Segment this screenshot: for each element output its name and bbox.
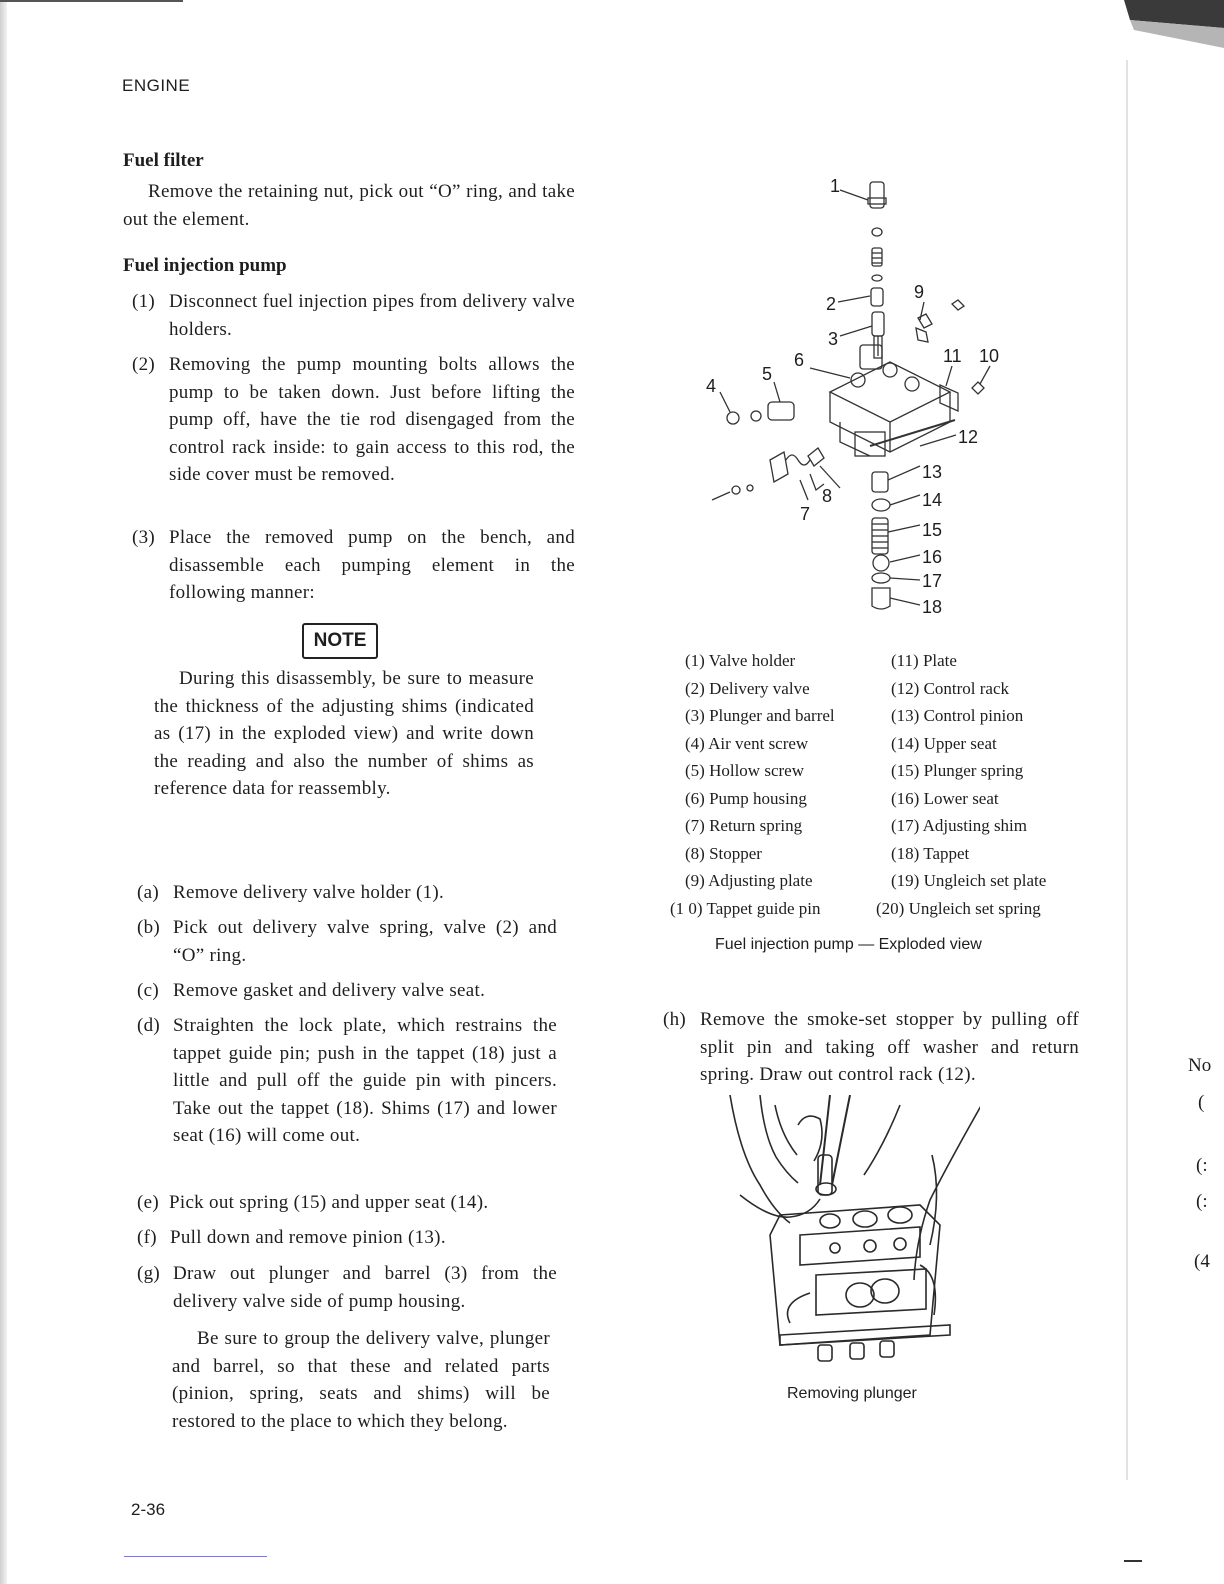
callout-label: 12: [958, 427, 979, 447]
callout-label: 11: [943, 346, 962, 366]
adjusting-shim-part: [872, 573, 890, 583]
substep-text: Pull down and remove pinion (13).: [170, 1227, 446, 1248]
callout-label: 17: [922, 571, 943, 591]
gasket-part: [872, 275, 882, 281]
legend-item: (17) Adjusting shim: [891, 816, 1028, 835]
cutoff-text: (4: [1194, 1251, 1210, 1272]
callout-label: 15: [922, 520, 943, 540]
valve-holder-hex: [868, 198, 886, 204]
legend-item: (15) Plunger spring: [891, 761, 1024, 780]
callout-label: 7: [800, 504, 811, 524]
substep-text: Remove delivery valve holder (1).: [173, 882, 445, 903]
substep-number: (c): [137, 980, 159, 1001]
substep-text: Straighten the lock plate, which restrains the tappet guide pin; push in the tappet (18) just a little and pull off the guide pin with pincers. Take out the tappet (18). Shims (17) and lower seat (16) will come out.: [173, 1015, 557, 1146]
legend-row: [668, 840, 1088, 868]
parts-legend: [668, 647, 1088, 922]
right-hand-outline: [914, 1095, 980, 1280]
legend-item: (20) Ungleich set spring: [876, 898, 1041, 918]
substep-g: [137, 1260, 557, 1315]
substep-b: [137, 914, 557, 969]
pump-step-3: [132, 524, 575, 607]
section-header: ENGINE: [122, 76, 191, 95]
note-label: NOTE: [302, 623, 378, 659]
substep-text: Draw out plunger and barrel (3) from the delivery valve side of pump housing.: [173, 1263, 557, 1312]
substep-number: (g): [137, 1263, 161, 1284]
upper-seat-part: [872, 499, 890, 511]
fuel-filter-body: Remove the retaining nut, pick out “O” ring, and take out the element.: [123, 181, 575, 230]
step-text: Remove the smoke-set stopper by pulling off split pin and taking off washer and return spring. Draw out control rack (12).: [700, 1009, 1079, 1085]
callout-label: 9: [914, 282, 925, 302]
legend-item: (6) Pump housing: [685, 788, 807, 808]
legend-item: (1 0) Tappet guide pin: [670, 898, 821, 918]
legend-item: (9) Adjusting plate: [685, 871, 813, 890]
cutoff-text: (: [1198, 1092, 1205, 1113]
step-text: Place the removed pump on the bench, and disassemble each pumping element in the following manner:: [169, 527, 575, 603]
o-ring-part: [872, 228, 882, 236]
scan-edge-right: [1126, 60, 1128, 1480]
bottom-rule: [124, 1556, 267, 1557]
cutoff-text: No: [1188, 1055, 1212, 1076]
step-text: Removing the pump mounting bolts allows the pump to be taken down. Just before lifting the pump off, have the tie rod disengaged from the control rack inside: to gain access to this rod, the side cover must be removed.: [169, 354, 575, 485]
legend-item: (8) Stopper: [685, 843, 762, 863]
step-number: (1): [132, 291, 156, 312]
callout-label: 6: [794, 350, 805, 370]
valve-seat-part: [872, 312, 884, 336]
legend-row: [668, 647, 1088, 675]
scan-mark: [1124, 1560, 1142, 1562]
control-pinion-part: [872, 472, 888, 492]
fuel-injection-pump-heading: Fuel injection pump: [123, 255, 287, 276]
legend-row: [668, 867, 1088, 895]
left-hand-outline: [730, 1095, 790, 1223]
substep-d: [137, 1012, 557, 1150]
substep-text: Pick out spring (15) and upper seat (14).: [169, 1192, 489, 1213]
stopper-part: [770, 452, 788, 482]
diagram-callouts: [706, 176, 999, 617]
step-number: (2): [132, 354, 156, 375]
callout-label: 16: [922, 547, 943, 567]
legend-item: (18) Tappet: [891, 843, 970, 863]
pump-step-1: [132, 288, 575, 343]
removing-plunger-illustration: [720, 1095, 980, 1370]
cutoff-text: (:: [1196, 1155, 1208, 1176]
legend-item: (1) Valve holder: [685, 651, 796, 670]
photo-caption: Removing plunger: [787, 1385, 917, 1402]
exploded-view-diagram: [690, 170, 1020, 625]
substep-e: [137, 1189, 557, 1217]
legend-item: (11) Plate: [891, 651, 957, 670]
substep-text: Remove gasket and delivery valve seat.: [173, 980, 486, 1001]
group-note: Be sure to group the delivery valve, plunger and barrel, so that these and related parts (pinion, spring, seats and shims) will be restored to the place to which they belong.: [172, 1328, 550, 1432]
substep-number: (a): [137, 882, 159, 903]
legend-item: (5) Hollow screw: [685, 761, 804, 780]
scan-top-line: [0, 0, 183, 2]
air-vent-screw-part: [727, 412, 739, 424]
legend-item: (2) Delivery valve: [685, 678, 810, 698]
legend-item: (3) Plunger and barrel: [685, 706, 835, 725]
legend-item: (13) Control pinion: [891, 706, 1024, 725]
page-number: 2-36: [131, 1500, 166, 1519]
legend-item: (14) Upper seat: [891, 733, 997, 753]
adjusting-plate-part: [918, 314, 932, 328]
step-number: (3): [132, 527, 156, 548]
delivery-valve-part: [871, 288, 883, 306]
hollow-screw-part: [768, 402, 794, 420]
legend-row: [668, 757, 1088, 785]
legend-item: (19) Ungleich set plate: [891, 871, 1047, 890]
pump-housing-top: [830, 362, 950, 422]
legend-row: [668, 675, 1088, 703]
callout-label: 18: [922, 597, 943, 617]
note-body: During this disassembly, be sure to measure the thickness of the adjusting shims (indicated as (17) in the exploded view) and write down the reading and also the number of shims as reference data for reassembly.: [154, 668, 534, 799]
callout-label: 1: [830, 176, 841, 196]
legend-item: (7) Return spring: [685, 816, 803, 835]
exploded-view-caption: Fuel injection pump — Exploded view: [715, 936, 982, 953]
callout-label: 13: [922, 462, 943, 482]
pump-step-2: [132, 351, 575, 489]
substep-a: [137, 879, 557, 907]
scan-edge-left: [0, 0, 7, 1584]
return-spring-part: [786, 455, 810, 465]
substep-number: (d): [137, 1015, 161, 1036]
substep-number: (b): [137, 917, 161, 938]
callout-label: 2: [826, 294, 837, 314]
callout-label: 4: [706, 376, 717, 396]
lower-seat-part: [873, 555, 889, 571]
callout-label: 14: [922, 490, 943, 510]
cutoff-text: (:: [1196, 1191, 1208, 1212]
callout-label: 3: [828, 329, 839, 349]
callout-label: 10: [979, 346, 1000, 366]
callout-label: 5: [762, 364, 773, 384]
legend-row: [668, 895, 1088, 923]
step-h: [663, 1006, 1079, 1089]
legend-item: (12) Control rack: [891, 678, 1010, 698]
substep-number: (e): [137, 1192, 159, 1213]
substep-number: (f): [137, 1227, 157, 1248]
legend-item: (4) Air vent screw: [685, 733, 809, 753]
fuel-filter-heading: Fuel filter: [123, 150, 204, 171]
scan-corner-shadow: [1124, 0, 1224, 48]
callout-label: 8: [822, 486, 833, 506]
legend-row: [668, 785, 1088, 813]
tappet-part: [872, 588, 890, 609]
legend-row: [668, 702, 1088, 730]
substep-text: Pick out delivery valve spring, valve (2) and “O” ring.: [173, 917, 557, 966]
legend-item: (16) Lower seat: [891, 788, 999, 808]
step-number: (h): [663, 1009, 687, 1030]
step-text: Disconnect fuel injection pipes from delivery valve holders.: [169, 291, 575, 340]
substep-c: [137, 977, 557, 1005]
legend-row: [668, 730, 1088, 758]
substep-f: [137, 1224, 557, 1252]
control-rack-part: [870, 420, 955, 446]
legend-row: [668, 812, 1088, 840]
